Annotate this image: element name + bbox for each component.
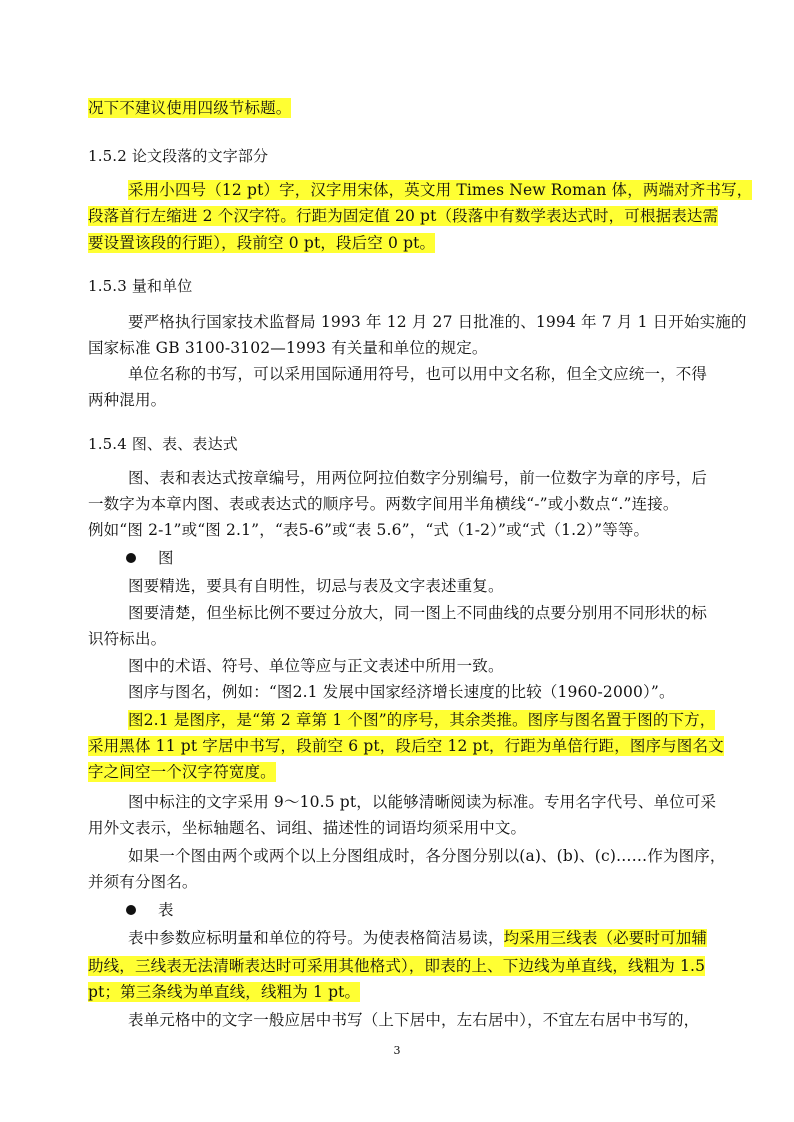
paragraph-line: 图要清楚，但坐标比例不要过分放大，同一图上不同曲线的点要分别用不同形状的标 <box>128 604 708 622</box>
paragraph-line: 图中的术语、符号、单位等应与正文表述中所用一致。 <box>128 657 504 675</box>
bullet-dot <box>126 905 136 915</box>
paragraph-line: 要设置该段的行距），段前空 0 pt，段后空 0 pt。 <box>88 234 436 252</box>
paragraph-line: 表单元格中的文字一般应居中书写（上下居中，左右居中），不宜左右居中书写的， <box>128 1011 700 1029</box>
paragraph-line: 采用小四号（12 pt）字，汉字用宋体，英文用 Times New Roman 体，两端对齐书写， <box>128 181 753 199</box>
paragraph-line: 国家标准 GB 3100-3102—1993 有关量和单位的规定。 <box>88 339 488 357</box>
paragraph-line: 图要精选，要具有自明性，切忌与表及文字表述重复。 <box>128 577 504 595</box>
paragraph-line: 识符标出。 <box>88 630 167 648</box>
paragraph-line: 例如“图 2-1”或“图 2.1”，“表5-6”或“表 5.6”，“式（1-2）”或“式（1.2）”等等。 <box>88 521 650 539</box>
paragraph-line <box>128 928 707 948</box>
paragraph-line: 单位名称的书写，可以采用国际通用符号，也可以用中文名称，但全文应统一，不得 <box>128 365 708 383</box>
paragraph-line: 图中标注的文字采用 9～10.5 pt，以能够清晰阅读为标准。专用名字代号、单位可采 <box>128 793 717 811</box>
paragraph-line: pt；第三条线为单直线，线粗为 1 pt。 <box>88 983 361 1001</box>
paragraph-line: 图、表和表达式按章编号，用两位阿拉伯数字分别编号，前一位数字为章的序号，后 <box>128 469 708 487</box>
section-heading-1-5-3: 1.5.3 量和单位 <box>88 277 193 295</box>
highlighted-text: 均采用三线表（必要时可加辅 <box>503 929 708 947</box>
paragraph-line: 用外文表示，坐标轴题名、词组、描述性的词语均须采用中文。 <box>88 819 527 837</box>
bullet-dot <box>126 553 136 563</box>
paragraph-line: 并须有分图名。 <box>88 873 198 891</box>
paragraph-line: 况下不建议使用四级节标题。 <box>88 99 292 117</box>
paragraph-text: 表中参数应标明量和单位的符号。为使表格简洁易读， <box>128 929 504 947</box>
paragraph-line: 采用黑体 11 pt 字居中书写，段前空 6 pt，段后空 12 pt，行距为单倍行距，图序与图名文 <box>88 737 724 755</box>
section-heading-1-5-2: 1.5.2 论文段落的文字部分 <box>88 147 269 165</box>
paragraph-line: 字之间空一个汉字符宽度。 <box>88 763 276 781</box>
bullet-label-table: 表 <box>158 901 174 919</box>
paragraph-line: 一数字为本章内图、表或表达式的顺序号。两数字间用半角横线“-”或小数点“.”连接。 <box>88 495 679 513</box>
paragraph-line: 助线，三线表无法清晰表达时可采用其他格式），即表的上、下边线为单直线，线粗为 1.5 <box>88 957 706 975</box>
paragraph-line: 两种混用。 <box>88 391 167 409</box>
bullet-label-figure: 图 <box>158 549 174 567</box>
paragraph-line: 图2.1 是图序，是“第 2 章第 1 个图”的序号，其余类推。图序与图名置于图的下方， <box>128 711 716 729</box>
section-heading-1-5-4: 1.5.4 图、表、表达式 <box>88 435 238 453</box>
paragraph-line: 如果一个图由两个或两个以上分图组成时，各分图分别以(a)、(b)、(c)……作为图序， <box>128 847 726 865</box>
paragraph-line: 图序与图名，例如：“图2.1 发展中国家经济增长速度的比较（1960-2000）”。 <box>128 683 675 701</box>
paragraph-line: 段落首行左缩进 2 个汉字符。行距为固定值 20 pt（段落中有数学表达式时，可根据表达需 <box>88 207 719 225</box>
page-number: 3 <box>393 1044 401 1057</box>
paragraph-line: 要严格执行国家技术监督局 1993 年 12 月 27 日批准的、1994 年 7 月 1 日开始实施的 <box>128 313 747 331</box>
